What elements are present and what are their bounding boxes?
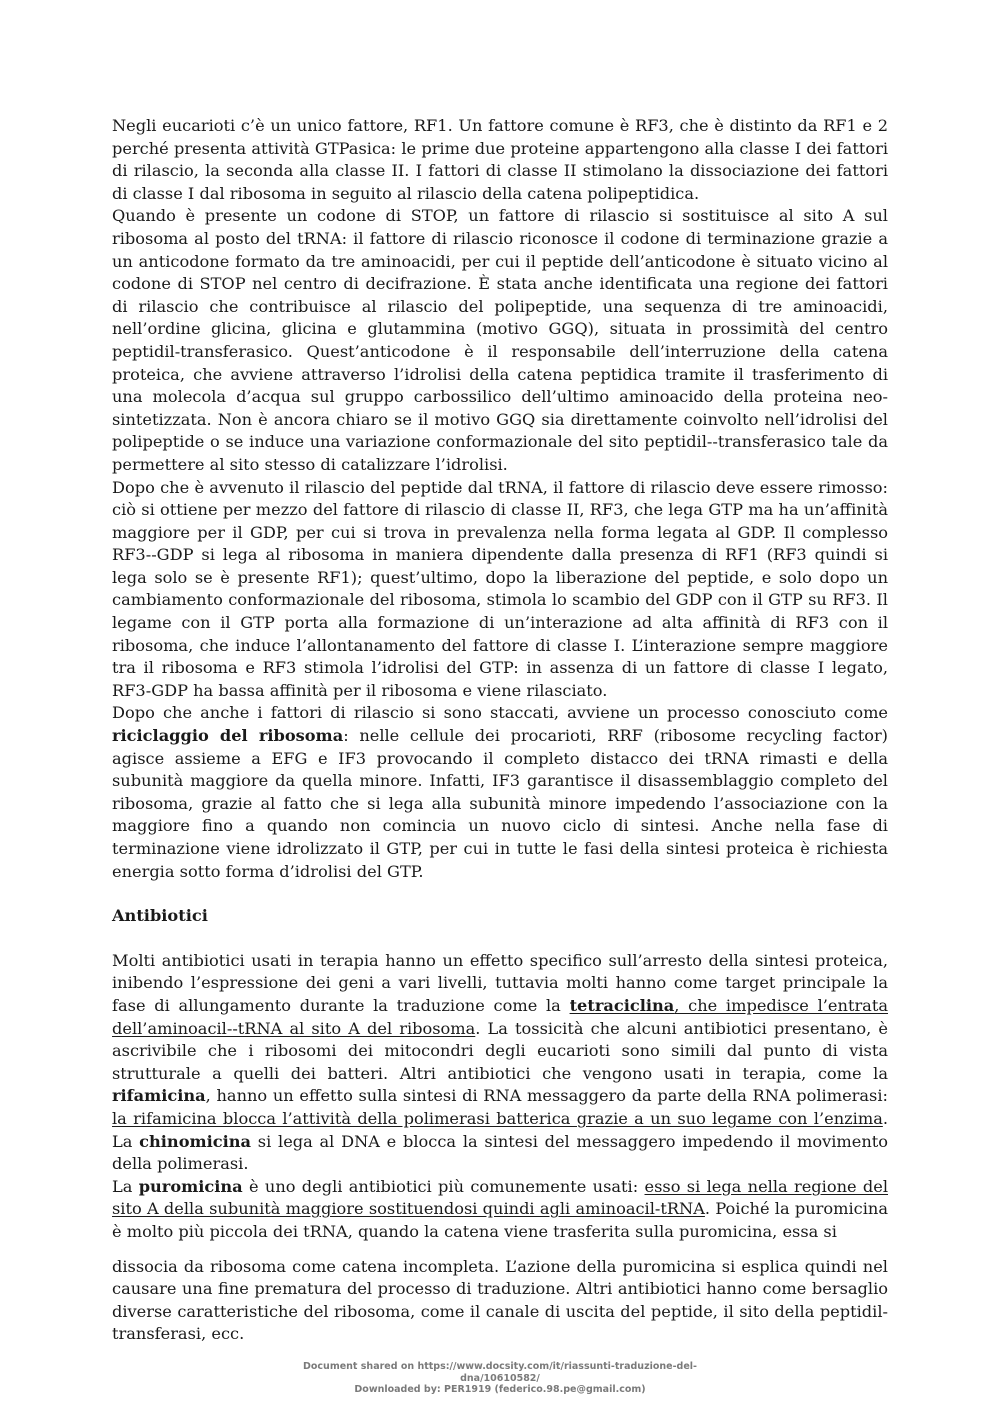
footer-line-3: Downloaded by: PER1919 (federico.98.pe@gmail.com): [354, 1384, 646, 1395]
bold-term: rifamicina: [112, 1086, 206, 1106]
underlined-text: esso si lega nella regione del sito A della subunità maggiore sostituendosi quindi agli aminoacil-tRNA: [112, 1176, 889, 1219]
text: è uno degli antibiotici più comunemente usati:: [242, 1176, 645, 1196]
text: Dopo che anche i fattori di rilascio si sono staccati, avviene un processo conosciuto come: [112, 703, 888, 723]
paragraph-ribosome-recycling: [112, 702, 888, 883]
text: , hanno un effetto sulla sintesi di RNA messaggero da parte della RNA polimerasi:: [205, 1086, 888, 1106]
underlined-text: la rifamicina blocca l’attività della polimerasi batterica grazie a un suo legame con l’enzima: [112, 1108, 883, 1128]
footer-line-2: dna/10610582/: [460, 1372, 540, 1384]
paragraph-antibiotics: [112, 950, 888, 1176]
bold-term: chinomicina: [139, 1131, 252, 1151]
spacer: [112, 883, 888, 905]
text: si lega al DNA e blocca la sintesi del messaggero impedendo il movimento della polimerasi.: [112, 1131, 889, 1174]
text: , che impedisce l’entrata dell’aminoacil--tRNA al sito A del ribosoma: [112, 995, 888, 1038]
paragraph-rf3-removal: Dopo che è avvenuto il rilascio del peptide dal tRNA, il fattore di rilascio deve essere rimosso: ciò si ottiene per mezzo del fattore di rilascio di classe II, RF3, che lega GTP ma ha un’affinità maggiore per il GDP, per cui si trova in prevalenza nella forma legata al GDP. Il complesso RF3--GDP si lega al ribosoma in maniera dipendente dalla presenza di RF1 (RF3 quindi si lega solo se è presente RF1); quest’ultimo, dopo la liberazione del peptide, e solo dopo un cambiamento conformazionale del ribosoma, stimola lo scambio del GDP con il GTP su RF3. Il legame con il GTP porta alla formazione di un’interazione ad alta affinità di RF3 con il ribosoma, che induce l’allontanamento del fattore di classe I. L’interazione sempre maggiore tra il ribosoma e RF3 stimola l’idrolisi del GTP: in assenza di un fattore di classe I legato, RF3-GDP ha bassa affinità per il ribosoma e viene rilasciato.: [112, 477, 888, 700]
text: : nelle cellule dei procarioti, RRF (ribosome recycling factor) agisce assieme a EFG e IF3 provocando il completo distacco dei tRNA rimasti e della subunità maggiore da quella minore. Infatti, IF3 garantisce il disassemblaggio completo del ribosoma, grazie al fatto che si lega alla subunità minore impedendo l’associazione con la maggiore fino a quando non comincia un nuovo ciclo di sintesi. Anche nella fase di terminazione viene idrolizzato il GTP, per cui in tutte le fasi della sintesi proteica è richiesta energia sotto forma d’idrolisi del GTP.: [112, 726, 888, 881]
text: La: [112, 1176, 139, 1196]
paragraph-puromycin-continued: dissocia da ribosoma come catena incompleta. L’azione della puromicina si esplica quindi nel causare una fine prematura del processo di traduzione. Altri antibiotici hanno come bersaglio diverse caratteristiche del ribosoma, come il canale di uscita del peptide, il sito della peptidil-transferasi, ecc.: [112, 1256, 888, 1344]
footer-line-1: Document shared on https://www.docsity.com/it/riassunti-traduzione-del-: [303, 1361, 697, 1372]
document-body: [112, 115, 888, 1346]
bold-term: puromicina: [138, 1176, 243, 1196]
text: . La: [112, 1108, 888, 1151]
text: . Poiché la puromicina è molto più piccola dei tRNA, quando la catena viene trasferita sulla puromicina, essa si: [112, 1199, 888, 1241]
paragraph-release-factors: Negli eucarioti c’è un unico fattore, RF1. Un fattore comune è RF3, che è distinto da RF1 e 2 perché presenta attività GTPasica: le prime due proteine appartengono alla classe I dei fattori di rilascio, la seconda alla classe II. I fattori di classe II stimolano la dissociazione dei fattori di classe I dal ribosoma in seguito al rilascio della catena polipeptidica.: [112, 116, 888, 203]
page-footer: [0, 1361, 1000, 1395]
spacer: [112, 1244, 888, 1256]
text: Molti antibiotici usati in terapia hanno un effetto specifico sull’arresto della sintesi proteica, inibendo l’espressione dei geni a vari livelli, tuttavia molti hanno come target principale la fase di allungamento durante la traduzione come la: [112, 950, 888, 1015]
paragraph-puromycin: [112, 1176, 888, 1244]
spacer: [112, 928, 888, 950]
bold-term: riciclaggio del ribosoma: [112, 726, 344, 746]
paragraph-stop-codon: Quando è presente un codone di STOP, un fattore di rilascio si sostituisce al sito A sul ribosoma al posto del tRNA: il fattore di rilascio riconosce il codone di terminazione grazie a un anticodone formato da tre aminoacidi, per cui il peptide dell’anticodone è situato vicino al codone di STOP nel centro di decifrazione. È stata anche identificata una regione dei fattori di rilascio che contribuisce al rilascio del polipeptide, una sequenza di tre aminoacidi, nell’ordine glicina, glicina e glutammina (motivo GGQ), situata in prossimità del centro peptidil-transferasico. Quest’anticodone è il responsabile dell’interruzione della catena proteica, che avviene attraverso l’idrolisi della catena peptidica tramite il trasferimento di una molecola d’acqua sul gruppo carbossilico dell’ultimo aminoacido della proteina neo-sintetizzata. Non è ancora chiaro se il motivo GGQ sia direttamente coinvolto nell’idrolisi del polipeptide o se induce una variazione conformazionale del sito peptidil--transferasico tale da permettere al sito stesso di catalizzare l’idrolisi.: [112, 206, 888, 474]
text: . La tossicità che alcuni antibiotici presentano, è ascrivibile che i ribosomi dei mitocondri degli eucarioti sono simili dal punto di vista strutturale a quelli dei batteri. Altri antibiotici che vengono usati in terapia, come la: [112, 1018, 888, 1083]
section-heading: Antibiotici: [112, 906, 208, 926]
bold-term: tetraciclina: [569, 995, 675, 1015]
